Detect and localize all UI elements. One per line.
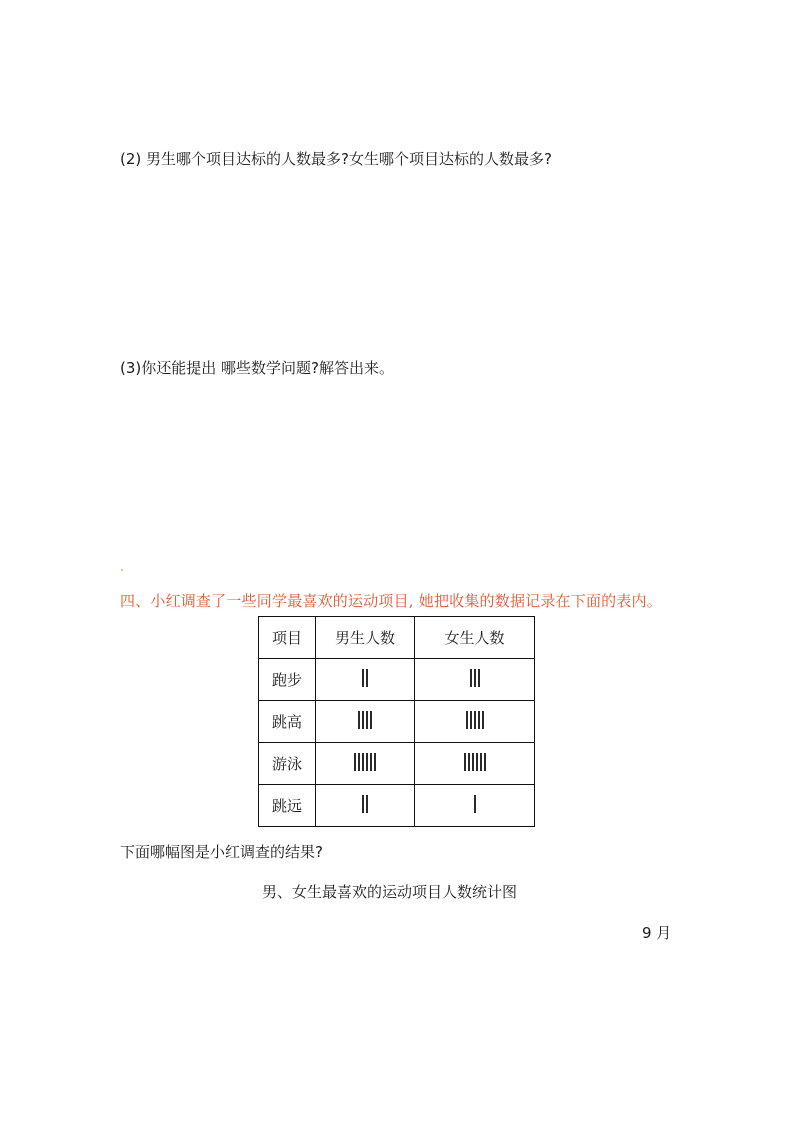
tally-stroke bbox=[362, 711, 364, 729]
tally-stroke bbox=[464, 753, 466, 771]
tally-stroke bbox=[478, 669, 480, 687]
tally-stroke bbox=[474, 795, 476, 813]
table-row bbox=[259, 659, 535, 701]
girls-tally-cell bbox=[415, 743, 535, 785]
table-header-row bbox=[259, 617, 535, 659]
boys-tally-cell bbox=[316, 701, 415, 743]
tally-stroke bbox=[474, 711, 476, 729]
girls-tally-cell bbox=[415, 785, 535, 827]
tally-stroke bbox=[474, 669, 476, 687]
table-row bbox=[259, 701, 535, 743]
item-cell: 跳高 bbox=[259, 701, 316, 743]
tally-stroke bbox=[366, 711, 368, 729]
tally-marks bbox=[464, 753, 486, 771]
tally-marks bbox=[470, 669, 480, 687]
tally-stroke bbox=[484, 753, 486, 771]
date-label: 9 月 bbox=[642, 924, 672, 942]
table-row bbox=[259, 743, 535, 785]
boys-tally-cell bbox=[316, 659, 415, 701]
header-boys: 男生人数 bbox=[316, 617, 415, 659]
question-3-text: (3)你还能提出 哪些数学问题?解答出来。 bbox=[120, 359, 394, 377]
tally-marks bbox=[362, 795, 368, 813]
chart-question-prompt: 下面哪幅图是小红调查的结果? bbox=[120, 843, 323, 861]
tally-stroke bbox=[478, 711, 480, 729]
tally-marks bbox=[354, 753, 376, 771]
tally-marks bbox=[474, 795, 476, 813]
chart-title: 男、女生最喜欢的运动项目人数统计图 bbox=[262, 883, 518, 901]
boys-tally-cell bbox=[316, 743, 415, 785]
tally-stroke bbox=[374, 753, 376, 771]
section-4-heading: 四、小红调查了一些同学最喜欢的运动项目, 她把收集的数据记录在下面的表内。 bbox=[120, 592, 662, 610]
item-cell: 跳远 bbox=[259, 785, 316, 827]
tally-stroke bbox=[362, 753, 364, 771]
header-girls: 女生人数 bbox=[415, 617, 535, 659]
tally-stroke bbox=[354, 753, 356, 771]
girls-tally-cell bbox=[415, 701, 535, 743]
tally-marks bbox=[466, 711, 484, 729]
tally-stroke bbox=[366, 753, 368, 771]
tally-stroke bbox=[370, 753, 372, 771]
tally-marks bbox=[362, 669, 368, 687]
sports-tally-table bbox=[258, 616, 535, 827]
tally-stroke bbox=[362, 669, 364, 687]
tally-stroke bbox=[366, 795, 368, 813]
tally-stroke bbox=[362, 795, 364, 813]
boys-tally-cell bbox=[316, 785, 415, 827]
tally-stroke bbox=[476, 753, 478, 771]
tally-stroke bbox=[472, 753, 474, 771]
stray-dot bbox=[121, 569, 123, 571]
tally-stroke bbox=[466, 711, 468, 729]
header-item: 项目 bbox=[259, 617, 316, 659]
item-cell: 游泳 bbox=[259, 743, 316, 785]
tally-stroke bbox=[480, 753, 482, 771]
tally-stroke bbox=[370, 711, 372, 729]
girls-tally-cell bbox=[415, 659, 535, 701]
tally-stroke bbox=[470, 711, 472, 729]
item-cell: 跑步 bbox=[259, 659, 316, 701]
tally-stroke bbox=[358, 711, 360, 729]
tally-stroke bbox=[358, 753, 360, 771]
table-row bbox=[259, 785, 535, 827]
tally-stroke bbox=[468, 753, 470, 771]
tally-stroke bbox=[482, 711, 484, 729]
tally-marks bbox=[358, 711, 372, 729]
tally-stroke bbox=[366, 669, 368, 687]
question-2-text: (2) 男生哪个项目达标的人数最多?女生哪个项目达标的人数最多? bbox=[120, 150, 552, 168]
tally-stroke bbox=[470, 669, 472, 687]
